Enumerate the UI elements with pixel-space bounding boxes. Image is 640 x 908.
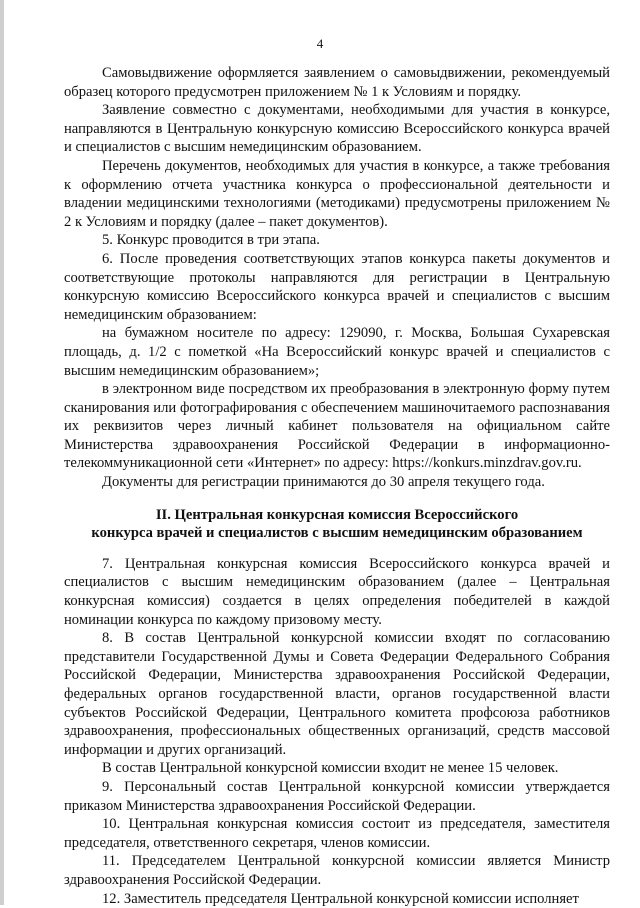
section-title — [64, 506, 610, 543]
paragraph: на бумажном носителе по адресу: 129090, г. Москва, Большая Сухаревская площадь, д. 1/2 с пометкой «На Всероссийский конкурс врачей и специалистов с высшим немедицинским образованием»; — [64, 325, 610, 379]
paragraph: 6. После проведения соответствующих этапов конкурса пакеты документов и соответствующие протоколы направляются для регистрации в Центральную конкурсную комиссию Всероссийского конкурса врачей и специалистов с высшим немедицинским образованием: — [64, 250, 610, 323]
paragraph: 11. Председателем Центральной конкурсной комиссии является Министр здравоохранения Российской Федерации. — [64, 853, 610, 888]
paragraph: в электронном виде посредством их преобразования в электронную форму путем сканирования или фотографирования с обеспечением машиночитаемого распознавания их реквизитов через личный кабинет пользователя на официальном сайте Министерства здравоохранения Российской Федерации в информационно-телекоммуникационной сети «Интернет» по адресу: https://konkurs.minzdrav.gov.ru. — [64, 381, 610, 472]
document-body — [64, 64, 610, 908]
section-title-line-2: конкурса врачей и специалистов с высшим немедицинским образованием — [91, 525, 583, 542]
page-number: 4 — [316, 36, 324, 51]
paragraph: 5. Конкурс проводится в три этапа. — [102, 232, 320, 249]
paragraph: Заявление совместно с документами, необходимыми для участия в конкурсе, направляются в Центральную конкурсную комиссию Всероссийского конкурса врачей и специалистов с высшим немедицинским образованием. — [64, 102, 610, 156]
paragraph: 8. В состав Центральной конкурсной комиссии входят по согласованию представители Государственной Думы и Совета Федерации Федерального Собрания Российской Федерации, Министерства здравоохранения Российской Федерации, федеральных органов государственной власти, органов государственной власти субъектов Российской Федерации, Центрального комитета профсоюза работников здравоохранения, профессиональных общественных организаций, средств массовой информации и других организаций. — [64, 630, 610, 758]
paragraph: 7. Центральная конкурсная комиссия Всероссийского конкурса врачей и специалистов с высшим немедицинским образованием (далее – Центральная конкурсная комиссия) создается в целях определения победителей в каждой номинации конкурса по каждому призовому месту. — [64, 555, 610, 628]
paragraph: Перечень документов, необходимых для участия в конкурсе, а также требования к оформлению отчета участника конкурса о профессиональной деятельности и владении медицинскими технологиями (методиками) предусмотрены приложением № 2 к Условиям и порядку (далее – пакет документов). — [64, 157, 610, 230]
paragraph: В состав Центральной конкурсной комиссии входит не менее 15 человек. — [102, 760, 559, 777]
scan-edge — [0, 0, 4, 905]
paragraph: 10. Центральная конкурсная комиссия состоит из председателя, заместителя председателя, ответственного секретаря, членов комиссии. — [64, 816, 610, 851]
paragraph: 12. Заместитель председателя Центральной конкурсной комиссии исполняет — [102, 890, 579, 907]
paragraph: Документы для регистрации принимаются до 30 апреля текущего года. — [102, 474, 545, 491]
section-title-line-1: II. Центральная конкурсная комиссия Всероссийского — [155, 506, 519, 523]
paragraph: 9. Персональный состав Центральной конкурсной комиссии утверждается приказом Министерства здравоохранения Российской Федерации. — [64, 778, 610, 814]
paragraph: Самовыдвижение оформляется заявлением о самовыдвижении, рекомендуемый образец которого предусмотрен приложением № 1 к Условиям и порядку. — [64, 65, 610, 100]
